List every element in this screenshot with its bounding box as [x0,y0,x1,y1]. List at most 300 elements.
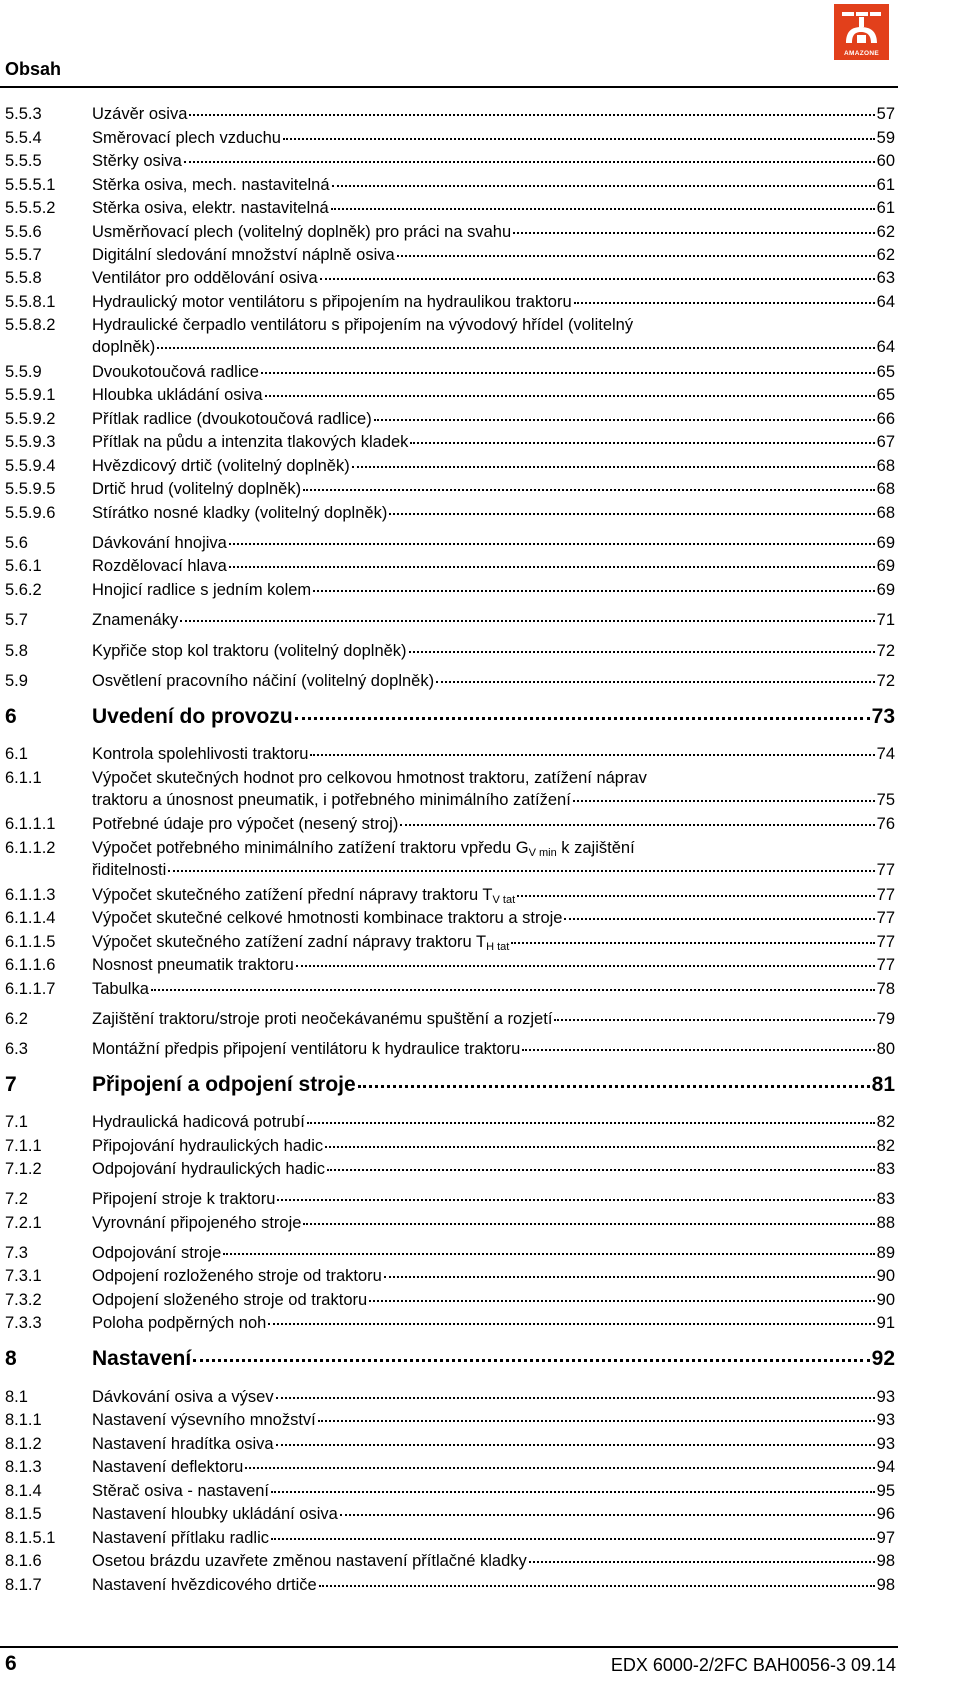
toc-entry[interactable] [0,502,895,524]
toc-page-number: 81 [871,1073,895,1096]
toc-page-number: 65 [876,386,895,404]
toc-number: 5.6.1 [5,557,42,575]
toc-title-text: Dávkování hnojiva [92,534,227,552]
toc-number: 5.5.9.6 [5,504,56,522]
toc-title-text: Vyrovnání připojeného stroje [92,1214,302,1232]
toc-line [0,978,895,1000]
toc-number: 6.1.1.1 [5,815,56,833]
toc-title [92,244,395,266]
toc-line [0,555,895,577]
toc-entry[interactable] [0,670,895,692]
toc-leader-dots [303,1213,874,1225]
toc-entry[interactable] [0,1386,895,1408]
toc-page-number: 83 [876,1190,895,1208]
toc-entry[interactable] [0,640,895,662]
toc-title [92,1188,275,1210]
toc-entry[interactable] [0,954,895,976]
toc-entry[interactable] [0,150,895,172]
toc-page-number: 77 [876,861,895,879]
toc-entry[interactable] [0,978,895,1000]
toc-entry[interactable] [0,174,895,196]
toc-line [0,884,895,906]
toc-leader-dots [307,1112,875,1124]
brand-label: AMAZONE [844,50,879,57]
toc-title-text: Hydraulická hadicová potrubí [92,1113,305,1131]
toc-text [92,907,895,929]
toc-page-number: 68 [876,457,895,475]
toc-title [92,1038,520,1060]
toc-text [92,127,895,149]
toc-page-number: 83 [876,1160,895,1178]
toc-line [0,1527,895,1549]
toc-leader-dots [303,479,875,491]
toc-entry[interactable] [0,384,895,406]
toc-number: 5.5.8.2 [5,316,56,334]
toc-title [92,1386,274,1408]
toc-line [0,1289,895,1311]
toc-entry[interactable] [0,1289,895,1311]
toc-title [92,555,227,577]
toc-entry[interactable] [0,267,895,289]
toc-line [0,1312,895,1334]
toc-page-number: 80 [876,1040,895,1058]
toc-title-subscript: V min [528,847,557,859]
toc-title [92,1265,382,1287]
toc-line [0,197,895,219]
toc-text [92,1135,895,1157]
toc-line [0,1480,895,1502]
toc-text [92,1574,895,1596]
toc-text [92,267,895,289]
toc-page-number: 73 [871,705,895,728]
toc-title-text: Odpojování hydraulických hadic [92,1160,325,1178]
toc-leader-dots [271,1481,875,1493]
toc-page-number: 95 [876,1482,895,1500]
toc-text [92,579,895,601]
toc-page-number: 77 [876,886,895,904]
toc-text [92,1111,895,1133]
toc-line [0,408,895,430]
toc-entry[interactable] [0,314,895,358]
toc-entry[interactable] [0,244,895,266]
toc-title-text: Digitální sledování množství náplně osiva [92,246,395,264]
toc-leader-dots [184,151,875,163]
toc-leader-dots [271,1528,875,1540]
toc-entry[interactable] [0,837,895,881]
toc-page-number: 75 [876,791,895,809]
toc-line [0,267,895,289]
toc-page-number: 93 [876,1388,895,1406]
toc-page-number: 66 [876,410,895,428]
toc-title [92,1480,269,1502]
toc-leader-dots [397,245,875,257]
toc-leader-dots [245,1457,874,1469]
toc-leader-dots [352,456,875,468]
toc-title [92,884,515,906]
toc-line [0,1212,895,1234]
toc-text [92,931,895,953]
toc-title [92,1527,269,1549]
toc-line [0,907,895,929]
toc-page-number: 65 [876,363,895,381]
toc-page-number: 77 [876,956,895,974]
toc-entry[interactable] [0,743,895,765]
toc-number: 6.1.1 [5,769,42,787]
toc-title-text: Nastavení přítlaku radlic [92,1529,269,1547]
toc-entry[interactable] [0,1312,895,1334]
toc-title-text: Usměrňovací plech (volitelný doplněk) pro práci na svahu [92,223,512,241]
toc-entry[interactable] [0,127,895,149]
toc-line [0,1503,895,1525]
toc-title-text: Dvoukotoučová radlice [92,363,259,381]
toc-leader-dots [229,533,875,545]
toc-entry[interactable] [0,1480,895,1502]
toc-title-text: Výpočet skutečného zatížení přední nápravy traktoru T [92,886,493,904]
toc-line [0,1386,895,1408]
toc-text [92,702,895,732]
toc-number: 5.5.7 [5,246,42,264]
toc-line [0,431,895,453]
toc-title [92,478,301,500]
toc-entry[interactable] [0,609,895,631]
toc-number: 7.2.1 [5,1214,42,1232]
toc-title-text: Nastavení deflektoru [92,1458,244,1476]
toc-page-number: 77 [876,909,895,927]
toc-leader-dots [310,744,874,756]
toc-title-text: Hvězdicový drtič (volitelný doplněk) [92,457,350,475]
toc-line [0,502,895,524]
toc-page-number: 77 [876,933,895,951]
toc-line [0,1409,895,1431]
toc-text [92,609,895,631]
toc-line [0,244,895,266]
toc-line [0,384,895,406]
toc-entry[interactable] [0,1433,895,1455]
toc-text [92,640,895,662]
toc-title [92,267,318,289]
toc-title-text: Nastavení hvězdicového drtiče [92,1576,317,1594]
toc-text [92,150,895,172]
toc-entry[interactable] [0,1409,895,1431]
toc-text [92,532,895,554]
toc-line [0,579,895,601]
toc-line [0,1111,895,1133]
toc-title-text: Směrovací plech vzduchu [92,129,281,147]
toc-text [92,1312,895,1334]
toc-leader-dots [400,814,874,826]
toc-entry[interactable] [0,1158,895,1180]
toc-title [92,931,509,953]
toc-page-number: 59 [876,129,895,147]
toc-line [0,670,895,692]
toc-entry[interactable] [0,813,895,835]
toc-number: 8 [5,1347,17,1370]
toc-line [0,1135,895,1157]
toc-title-text: Stěrač osiva - nastavení [92,1482,270,1500]
toc-line [0,640,895,662]
toc-line [0,1158,895,1180]
toc-line [0,1574,895,1596]
toc-title-text: Uvedení do provozu [92,705,293,728]
toc-text [92,408,895,430]
toc-entry[interactable] [0,1038,895,1060]
toc-text [92,1480,895,1502]
toc-page-number: 82 [876,1113,895,1131]
toc-number: 7.3 [5,1244,28,1262]
toc-entry[interactable] [0,1265,895,1287]
footer-divider [0,1646,898,1648]
toc-title-subscript: V tat [492,894,516,906]
toc-line [0,1008,895,1030]
toc-text [92,1242,895,1264]
toc-title-subscript: H tat [486,941,510,953]
toc-page-number: 69 [876,581,895,599]
toc-title-text: Odpojování stroje [92,1244,222,1262]
toc-text [92,502,895,524]
toc-leader-dots [327,1159,875,1171]
toc-text [92,1527,895,1549]
toc-number: 7 [5,1073,17,1096]
toc-title [92,1242,221,1264]
toc-text-continued [92,789,895,811]
toc-chapter[interactable] [0,1344,895,1374]
toc-title-text: Hydraulické čerpadlo ventilátoru s připojením na vývodový hřídel (volitelný [92,316,634,334]
toc-leader-dots [180,610,874,622]
toc-title [92,1158,325,1180]
toc-number: 5.5.9.3 [5,433,56,451]
toc-title-continued: doplněk) [92,338,156,356]
toc-page-number: 91 [876,1314,895,1332]
toc-text [92,1409,895,1431]
toc-line [0,103,895,125]
toc-number: 5.5.4 [5,129,42,147]
toc-number: 7.3.1 [5,1267,42,1285]
toc-number: 7.3.2 [5,1291,42,1309]
toc-number: 7.3.3 [5,1314,42,1332]
toc-entry[interactable] [0,361,895,383]
toc-title-text: Drtič hrud (volitelný doplněk) [92,480,302,498]
toc-title-text: Nastavení [92,1347,192,1370]
toc-number: 6.3 [5,1040,28,1058]
toc-leader-dots [276,1387,875,1399]
toc-page-number: 69 [876,557,895,575]
toc-page-number: 61 [876,176,895,194]
toc-title [92,455,350,477]
toc-title [92,384,263,406]
toc-title-text: Hnojicí radlice s jedním kolem [92,581,312,599]
toc-line [0,954,895,976]
toc-text [92,1289,895,1311]
toc-leader-dots [277,1189,874,1201]
toc-page-number: 89 [876,1244,895,1262]
page-number: 6 [5,1652,17,1675]
toc-title [92,670,434,692]
toc-text [92,291,895,313]
toc-page-number: 69 [876,534,895,552]
toc-number: 6.1.1.2 [5,839,56,857]
toc-text [92,431,895,453]
toc-leader-dots [276,1434,875,1446]
toc-number: 5.5.9.1 [5,386,56,404]
toc-title-text: Dávkování osiva a výsev [92,1388,274,1406]
toc-leader-dots [340,1504,875,1516]
toc-leader-dots [384,1266,875,1278]
toc-leader-dots [157,337,874,349]
toc-number: 5.5.6 [5,223,42,241]
toc-line [0,813,895,835]
toc-entry[interactable] [0,532,895,554]
toc-leader-dots [313,580,874,592]
toc-title-continued: řiditelnosti [92,861,167,879]
toc-text [92,103,895,125]
toc-entry[interactable] [0,1212,895,1234]
toc-title [92,532,227,554]
toc-page-number: 98 [876,1576,895,1594]
toc-leader-dots [409,641,875,653]
toc-text [92,1550,895,1572]
toc-title-text: Ventilátor pro oddělování osiva [92,269,318,287]
toc-line-continued [0,859,895,881]
toc-title-text: Výpočet skutečné celkové hmotnosti kombinace traktoru a stroje [92,909,563,927]
toc-title-text: Nastavení hloubky ukládání osiva [92,1505,338,1523]
toc-entry[interactable] [0,579,895,601]
toc-chapter[interactable] [0,1070,895,1100]
toc-text [92,361,895,383]
toc-entry[interactable] [0,221,895,243]
toc-leader-dots [369,1290,874,1302]
toc-leader-dots [374,409,875,421]
toc-entry[interactable] [0,931,895,953]
toc-number: 5.9 [5,672,28,690]
toc-number: 7.1.2 [5,1160,42,1178]
toc-line [0,837,895,859]
toc-number: 6.1 [5,745,28,763]
toc-text [92,1008,895,1030]
toc-line-continued [0,336,895,358]
toc-entry[interactable] [0,1456,895,1478]
toc-title-text: Nastavení výsevního množství [92,1411,316,1429]
toc-page-number: 71 [876,611,895,629]
toc-entry[interactable] [0,555,895,577]
toc-page-number: 57 [876,105,895,123]
toc-line [0,1242,895,1264]
toc-text [92,455,895,477]
toc-title [92,978,149,1000]
toc-number: 8.1 [5,1388,28,1406]
toc-title [92,361,259,383]
toc-entry[interactable] [0,1527,895,1549]
toc-leader-dots [331,198,875,210]
toc-number: 5.5.9 [5,363,42,381]
toc-text [92,1188,895,1210]
toc-chapter[interactable] [0,702,895,732]
toc-page-number: 88 [876,1214,895,1232]
toc-leader-dots [573,790,875,802]
toc-entry[interactable] [0,478,895,500]
toc-entry[interactable] [0,1550,895,1572]
toc-number: 5.5.5 [5,152,42,170]
toc-text [92,767,895,789]
toc-leader-dots [358,1075,870,1088]
toc-page-number: 90 [876,1291,895,1309]
toc-leader-dots [265,385,875,397]
toc-number: 6.1.1.5 [5,933,56,951]
toc-text [92,1503,895,1525]
toc-number: 5.5.9.2 [5,410,56,428]
toc-title [92,954,294,976]
toc-entry[interactable] [0,884,895,906]
toc-entry[interactable] [0,408,895,430]
toc-page-number: 62 [876,223,895,241]
toc-number: 6 [5,705,17,728]
toc-text [92,1070,895,1100]
toc-entry[interactable] [0,431,895,453]
toc-number: 5.6 [5,534,28,552]
toc-entry[interactable] [0,767,895,811]
toc-page-number: 68 [876,480,895,498]
toc-page-number: 96 [876,1505,895,1523]
toc-text [92,813,895,835]
toc-title-text: Odpojení složeného stroje od traktoru [92,1291,368,1309]
toc-line [0,1070,895,1100]
toc-line [0,314,895,336]
toc-line [0,1188,895,1210]
toc-text [92,670,895,692]
toc-entry[interactable] [0,103,895,125]
page-title: Obsah [5,59,62,79]
toc-entry[interactable] [0,1503,895,1525]
toc-line [0,174,895,196]
toc-title [92,103,187,125]
toc-page-number: 61 [876,199,895,217]
toc-entry[interactable] [0,455,895,477]
toc-leader-dots [436,671,875,683]
toc-entry[interactable] [0,291,895,313]
toc-number: 8.1.2 [5,1435,42,1453]
toc-leader-dots [325,1136,875,1148]
toc-text [92,1158,895,1180]
toc-leader-dots [332,175,875,187]
toc-title-text: Přítlak na půdu a intenzita tlakových kladek [92,433,409,451]
toc-leader-dots [517,885,875,897]
toc-title [92,1433,274,1455]
toc-entry[interactable] [0,197,895,219]
toc-number: 5.5.9.5 [5,480,56,498]
toc-title [92,1111,305,1133]
toc-title [92,150,182,172]
toc-title-text: Připojení stroje k traktoru [92,1190,276,1208]
toc-leader-dots [261,362,875,374]
toc-text [92,244,895,266]
toc-title-text: Přítlak radlice (dvoukotoučová radlice) [92,410,372,428]
toc-entry[interactable] [0,1188,895,1210]
toc-entry[interactable] [0,907,895,929]
toc-number: 5.6.2 [5,581,42,599]
toc-line [0,291,895,313]
toc-line-continued [0,789,895,811]
toc-page-number: 94 [876,1458,895,1476]
toc-title-text: Nastavení hradítka osiva [92,1435,274,1453]
toc-leader-dots [522,1039,874,1051]
toc-entry[interactable] [0,1008,895,1030]
toc-entry[interactable] [0,1242,895,1264]
toc-title-text: Výpočet potřebného minimálního zatížení traktoru vpředu G [92,839,529,857]
toc-entry[interactable] [0,1135,895,1157]
toc-entry[interactable] [0,1574,895,1596]
toc-title [92,1574,317,1596]
toc-entry[interactable] [0,1111,895,1133]
toc-page-number: 78 [876,980,895,998]
